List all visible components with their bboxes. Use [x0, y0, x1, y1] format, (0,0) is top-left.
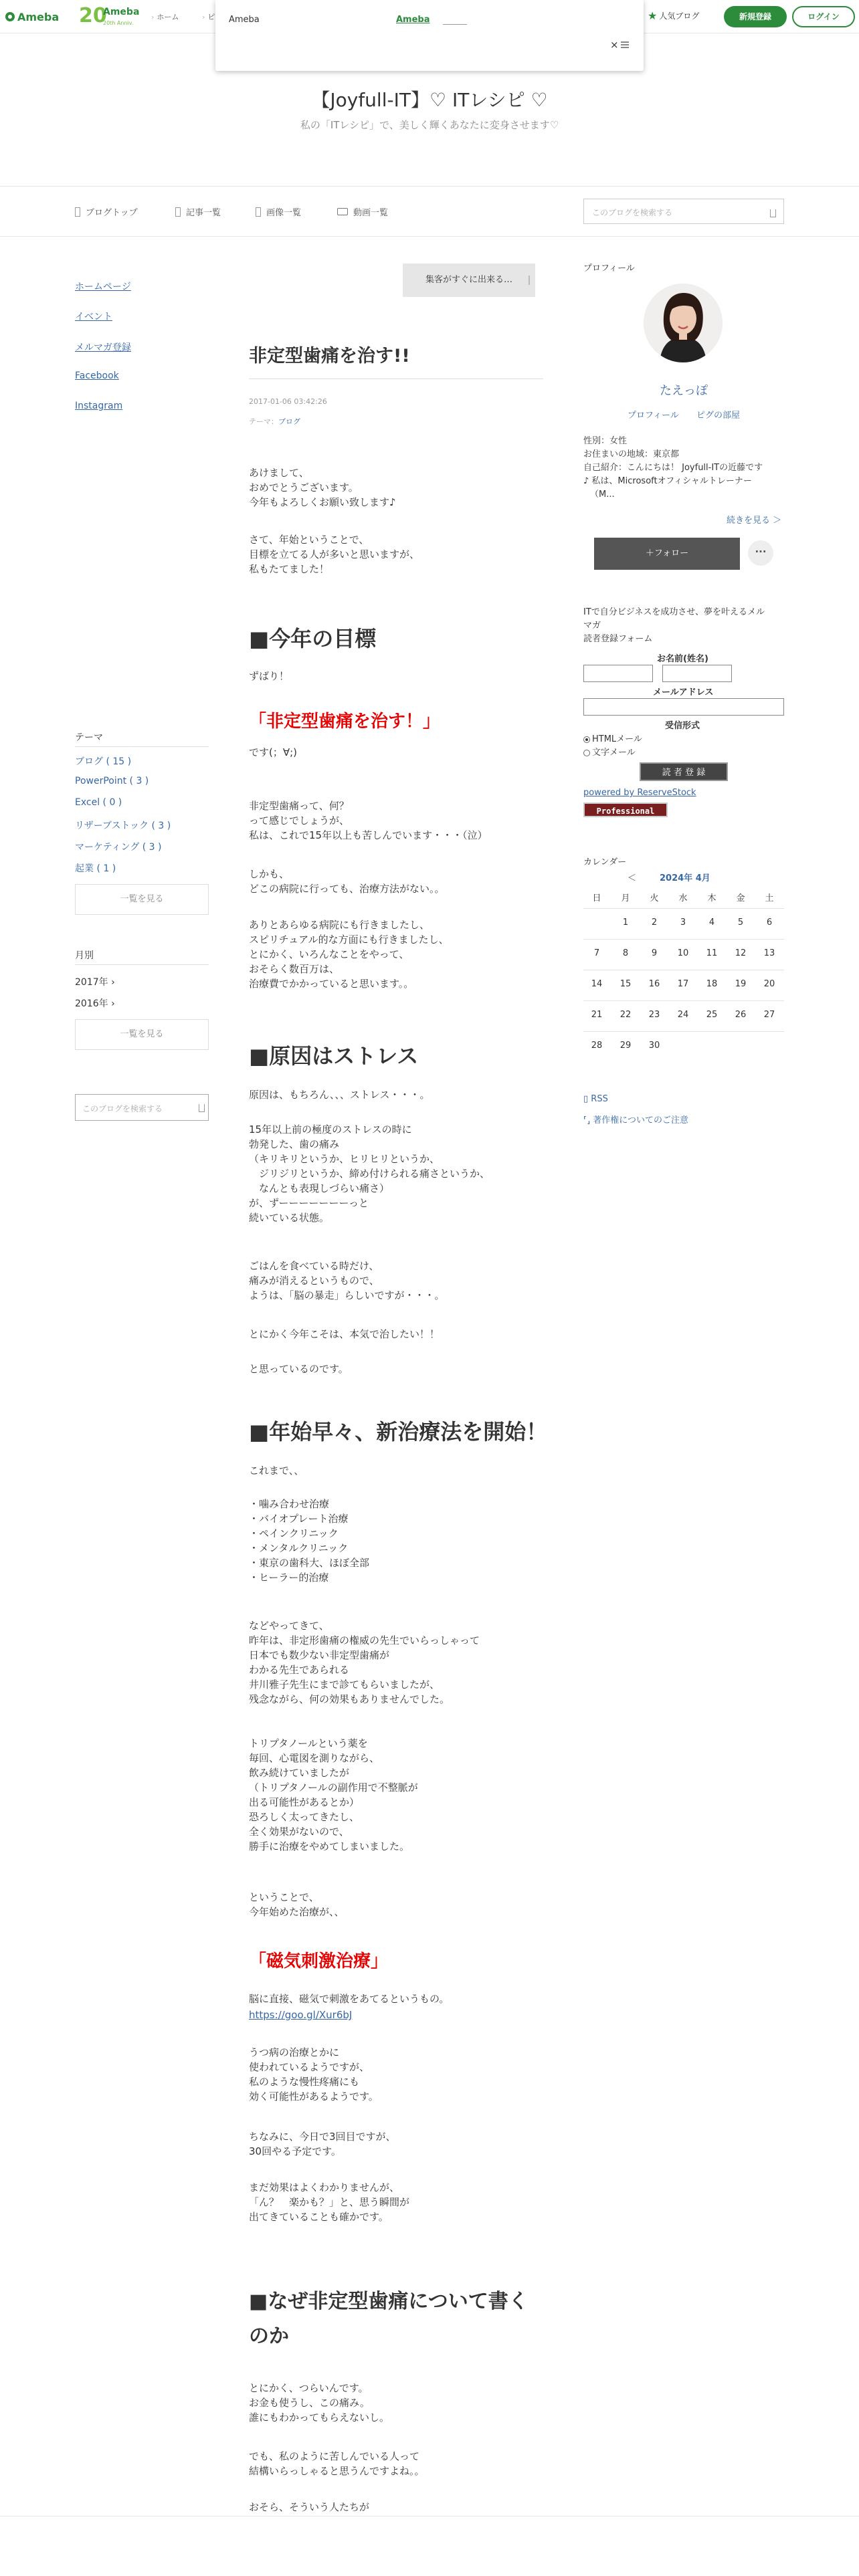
star-icon: ★	[648, 9, 658, 22]
more-icon[interactable]: ···	[748, 540, 773, 566]
theme-item[interactable]: 起業 ( 1 )	[75, 863, 116, 874]
theme-heading: テーマ	[75, 732, 103, 743]
nav-blog-top[interactable]: ブログトップ	[75, 205, 138, 218]
search-icon[interactable]	[199, 1104, 205, 1112]
article-heading: ■原因はストレス	[249, 1043, 419, 1069]
notification-popup	[215, 0, 644, 71]
chevron-right-icon: ›	[202, 13, 205, 21]
calendar-day: 9	[651, 948, 658, 958]
calendar-day: 21	[591, 1010, 603, 1020]
calendar-day: 22	[619, 1010, 632, 1020]
article-paragraph: まだ効果はよくわかりませんが、 「ん？ 楽かも？」と、思う瞬間が 出てきていることも確かです。	[249, 2181, 410, 2223]
mailmag-desc: ITで自分ビジネスを成功させ、夢を叶えるメル	[583, 607, 765, 617]
article-theme: テーマ：ブログ	[249, 417, 300, 426]
profile-intro: 自己紹介：こんにちは！ Joyfull-ITの近藤です	[583, 463, 763, 473]
highlight-text: 「磁気刺激治療」	[249, 1951, 389, 1971]
nav-article-list[interactable]: 記事一覧	[175, 205, 221, 218]
calendar-heading: カレンダー	[583, 857, 627, 867]
name-label: お名前(姓名)	[657, 654, 708, 664]
article-paragraph: などやってきて、 昨年は、非定形歯痛の権威の先生でいらっしゃって 日本でも数少ない非定型歯痛が わかる先生であられる 井川雅子先生にまで診てもらいましたが、 残念ながら、何の効果もありませんでした。	[249, 1620, 480, 1705]
calendar-weekday: 火	[650, 893, 659, 903]
link-facebook[interactable]: Facebook	[75, 370, 119, 381]
calendar-day: 18	[706, 979, 718, 989]
divider	[75, 746, 209, 747]
article-paragraph: です(；∀;)	[249, 746, 298, 758]
ameba-logo[interactable]	[5, 9, 59, 24]
blog-subtitle: 私の「ITレシピ」で、美しく輝くあなたに変身させます♡	[300, 119, 559, 131]
professional-badge[interactable]: Professional	[583, 802, 668, 817]
register-button[interactable]: 新規登録	[724, 6, 787, 27]
article-heading: ■今年の目標	[249, 626, 377, 651]
theme-list-button[interactable]: 一覧を見る	[75, 884, 209, 915]
link-event[interactable]: イベント	[75, 312, 112, 322]
calendar-day: 25	[706, 1010, 718, 1020]
calendar-day: 3	[680, 918, 686, 928]
profile-heading: プロフィール	[583, 263, 635, 274]
article-paragraph: ということで、 今年始めた治療が、、	[249, 1891, 345, 1918]
divider-icon	[529, 276, 530, 285]
blog-search-input[interactable]: このブログを検索する	[583, 199, 784, 224]
popular-blogs-link[interactable]: ★ 人気ブログ	[648, 9, 700, 22]
calendar-weekday: 水	[678, 893, 688, 903]
article-paragraph: 原因は、もちろん、、、ストレス・・・。	[249, 1089, 430, 1101]
calendar-row-divider	[583, 939, 784, 940]
calendar-day: 15	[619, 979, 632, 989]
menu-icon[interactable]	[621, 41, 629, 48]
format-html-option[interactable]: HTMLメール	[583, 732, 642, 744]
theme-item[interactable]: ブログ ( 15 )	[75, 756, 132, 767]
nav-image-list[interactable]: 画像一覧	[256, 205, 301, 218]
article-heading: ■なぜ非定型歯痛について書く	[249, 2290, 529, 2313]
article-paragraph: トリプタノールという薬を 毎回、心電図を測りながら、 飲み続けていましたが （トリプタノールの副作用で不整脈が 出る可能性があるとか） 恐ろしく太ってきたし、 全く効果がないので、 勝手に治療をやめてしまいました。	[249, 1737, 418, 1852]
calendar-day: 28	[591, 1041, 603, 1051]
calendar-prev-icon[interactable]: ＜	[628, 873, 637, 883]
calendar-day: 16	[648, 979, 660, 989]
article-list: ・噛み合わせ治療 ・バイオプレート治療 ・ペインクリニック ・メンタルクリニック ・東京の歯科大、ほぼ全部 ・ヒーラー的治療	[249, 1498, 370, 1584]
anniversary-number: 20	[79, 4, 107, 27]
avatar[interactable]	[644, 284, 723, 362]
article-heading: ■年始早々、新治療法を開始！	[249, 1419, 548, 1444]
profile-name[interactable]: たえっぽ	[660, 384, 708, 398]
calendar-day: 26	[735, 1010, 747, 1020]
article-paragraph: ちなみに、今日で3回目ですが、 30回やる予定です。	[249, 2131, 396, 2157]
calendar-day: 7	[593, 948, 600, 958]
copyright-link[interactable]: ⸢⸥ 著作権についてのご注意	[583, 1115, 689, 1125]
calendar-row-divider	[583, 908, 784, 909]
calendar-day: 4	[708, 918, 715, 928]
rss-link[interactable]: ▯ RSS	[583, 1094, 608, 1104]
article-paragraph: さて、年始ということで、 目標を立てる人が多いと思いますが、 私もたてました！	[249, 534, 420, 575]
popup-title: Ameba	[229, 15, 260, 25]
calendar-weekday: 月	[621, 893, 630, 903]
calendar-row-divider	[583, 1031, 784, 1032]
format-label: 受信形式	[665, 721, 700, 731]
chevron-icon: ›	[108, 998, 115, 1009]
article-paragraph: 脳に直接、磁気で刺激をあてるというもの。	[249, 1993, 450, 2005]
calendar-day: 23	[648, 1010, 660, 1020]
divider	[75, 964, 209, 965]
calendar-month: 2024年 4月	[660, 873, 710, 883]
calendar-day: 29	[619, 1041, 632, 1051]
calendar-day: 17	[677, 979, 689, 989]
sidebar-search-input[interactable]: このブログを検索する	[75, 1094, 209, 1121]
month-item[interactable]: 2017年 ›	[75, 977, 115, 988]
calendar-day: 10	[677, 948, 689, 958]
avatar-image	[644, 284, 723, 362]
article-paragraph: あけまして、 おめでとうございます。 今年もよろしくお願い致します♪	[249, 467, 396, 508]
highlight-text: 「非定型歯痛を治す！」	[249, 712, 441, 732]
mailmag-desc: マガ	[583, 621, 601, 631]
calendar-weekday: 木	[707, 893, 717, 903]
chevron-right-icon: ›	[151, 13, 155, 21]
month-item[interactable]: 2016年 ›	[75, 998, 115, 1009]
calendar-day: 14	[591, 979, 603, 989]
article-paragraph: とにかく今年こそは、本気で治したい！！	[249, 1328, 440, 1340]
article-paragraph: うつ病の治療とかに 使われているようですが、 私のような慢性疼痛にも 効く可能性があるようです。	[249, 2046, 379, 2103]
email-label: メールアドレス	[653, 687, 714, 697]
calendar-day: 19	[735, 979, 747, 989]
link-mailmag[interactable]: メルマガ登録	[75, 342, 131, 353]
popup-link[interactable]: Ameba	[396, 15, 430, 25]
calendar-day: 2	[651, 918, 658, 928]
article-paragraph: でも、私のように苦しんでいる人って 結構いらっしゃると思うんですよね。。	[249, 2450, 425, 2477]
link-instagram[interactable]: Instagram	[75, 401, 123, 411]
follow-button[interactable]: ＋フォロー	[594, 538, 740, 570]
theme-item[interactable]: リザーブストック ( 3 )	[75, 821, 171, 831]
profile-region: お住まいの地域：東京都	[583, 449, 680, 459]
article-paragraph: ごはんを食べている時だけ、 痛みが消えるというもので、 ようは、「脳の暴走」らしいですが・・・。	[249, 1260, 445, 1301]
breadcrumb-home[interactable]: › ホーム	[151, 13, 179, 21]
article-paragraph: 非定型歯痛って、何？ って感じでしょうが、 私は、これで15年以上も苦しんでいます・・・（泣）	[249, 800, 488, 841]
anniversary-logo[interactable]	[79, 4, 140, 29]
blog-title[interactable]: 【Joyfull-IT】♡ ITレシピ ♡	[311, 89, 548, 111]
last-name-input[interactable]	[583, 665, 653, 682]
radio-icon[interactable]	[583, 736, 590, 743]
profile-links	[583, 408, 784, 421]
article-heading: のか	[249, 2325, 289, 2348]
article-paragraph: これまで、、	[249, 1465, 304, 1477]
login-button[interactable]: ログイン	[792, 6, 855, 27]
radio-icon[interactable]	[583, 750, 590, 756]
anniversary-sub: 20th Anniv.	[103, 20, 134, 26]
email-input[interactable]	[583, 698, 784, 716]
calendar-day: 5	[737, 918, 744, 928]
article-paragraph: とにかく、つらいんです。 お金も使うし、この痛み。 誰にもわかってもらえないし。	[249, 2382, 390, 2424]
anniversary-brand: Ameba	[103, 7, 140, 17]
calendar-day: 12	[735, 948, 747, 958]
ameba-logo-icon	[5, 12, 15, 21]
page-icon	[256, 207, 261, 217]
profile-intro: （M...	[590, 490, 615, 500]
link-homepage[interactable]: ホームページ	[75, 282, 131, 292]
profile-intro: ♪ 私は、Microsoftオフィシャルトレーナー	[583, 476, 752, 486]
article-paragraph: ありとあらゆる病院にも行きましたし、 スピリチュアル的な方面にも行きましたし、 とにかく、いろんなことをやって、 おそらく数百万は、 治療費でかかっていると思います。。	[249, 919, 449, 990]
blog-nav	[0, 186, 859, 237]
calendar-row-divider	[583, 1000, 784, 1001]
article-url-link[interactable]: https://goo.gl/Xur6bJ	[249, 2009, 353, 2021]
month-list-button[interactable]: 一覧を見る	[75, 1019, 209, 1050]
calendar-day: 13	[763, 948, 775, 958]
chevron-icon: ›	[108, 977, 115, 988]
profile-gender: 性別：女性	[583, 436, 628, 446]
theme-item[interactable]: Excel ( 0 )	[75, 797, 122, 808]
pig-room-link[interactable]: ピグの部屋	[696, 411, 740, 421]
profile-link[interactable]: プロフィール	[628, 411, 679, 421]
page-icon	[75, 207, 80, 217]
calendar-day: 27	[763, 1010, 775, 1020]
calendar-weekday: 土	[765, 893, 774, 903]
calendar-day: 20	[763, 979, 775, 989]
subscribe-button[interactable]: 読 者 登 録	[640, 762, 728, 781]
popup-divider	[443, 24, 467, 25]
article-date: 2017-01-06 03:42:26	[249, 397, 327, 406]
calendar-weekday: 金	[736, 893, 745, 903]
theme-link[interactable]: ブログ	[278, 417, 300, 426]
calendar-weekday: 日	[592, 893, 601, 903]
calendar-day: 24	[677, 1010, 689, 1020]
month-heading: 月別	[75, 950, 94, 961]
breadcrumb-blog[interactable]: › ピ	[202, 13, 215, 21]
article-paragraph: と思っているのです。	[249, 1363, 349, 1375]
rss-icon: ▯	[583, 1094, 591, 1104]
page-icon	[175, 207, 181, 217]
close-icon[interactable]: ×	[610, 39, 619, 51]
shortcut-button[interactable]: 集客がすぐに出来る…	[403, 263, 535, 297]
calendar-day: 6	[766, 918, 773, 928]
mailmag-form-title: 読者登録フォーム	[583, 634, 653, 644]
first-name-input[interactable]	[662, 665, 732, 682]
powered-by-link[interactable]: powered by ReserveStock	[583, 788, 696, 798]
article-paragraph: おそら、そういう人たちが	[249, 2501, 370, 2513]
theme-item[interactable]: PowerPoint ( 3 )	[75, 776, 149, 786]
copyright-icon: ⸢⸥	[583, 1115, 593, 1125]
article-paragraph: 15年以上前の極度のストレスの時に 勃発した、歯の痛み （キリキリというか、ヒリヒリというか、 ジリジリというか、締め付けられる痛さというか、 なんとも表現しづらい痛さ） が、ずーーーーーーーっと 続いている状態。	[249, 1123, 490, 1224]
calendar-day: 8	[622, 948, 629, 958]
article-paragraph: しかも、 どこの病院に行っても、治療方法がない。。	[249, 868, 445, 895]
article-title[interactable]: 非定型歯痛を治す!!	[249, 346, 410, 366]
read-more-link[interactable]: 続きを見る ＞	[727, 516, 782, 526]
nav-video-list[interactable]: 動画一覧	[337, 205, 388, 218]
article-paragraph: ずばり！	[249, 670, 290, 682]
format-text-option[interactable]: 文字メール	[583, 745, 636, 758]
calendar-day: 30	[648, 1041, 660, 1051]
calendar-day: 1	[622, 918, 629, 928]
ameba-logo-text: Ameba	[17, 10, 60, 23]
search-icon[interactable]	[770, 209, 776, 217]
theme-item[interactable]: マーケティング ( 3 )	[75, 842, 162, 853]
calendar-day: 11	[706, 948, 718, 958]
camera-icon	[337, 208, 348, 215]
